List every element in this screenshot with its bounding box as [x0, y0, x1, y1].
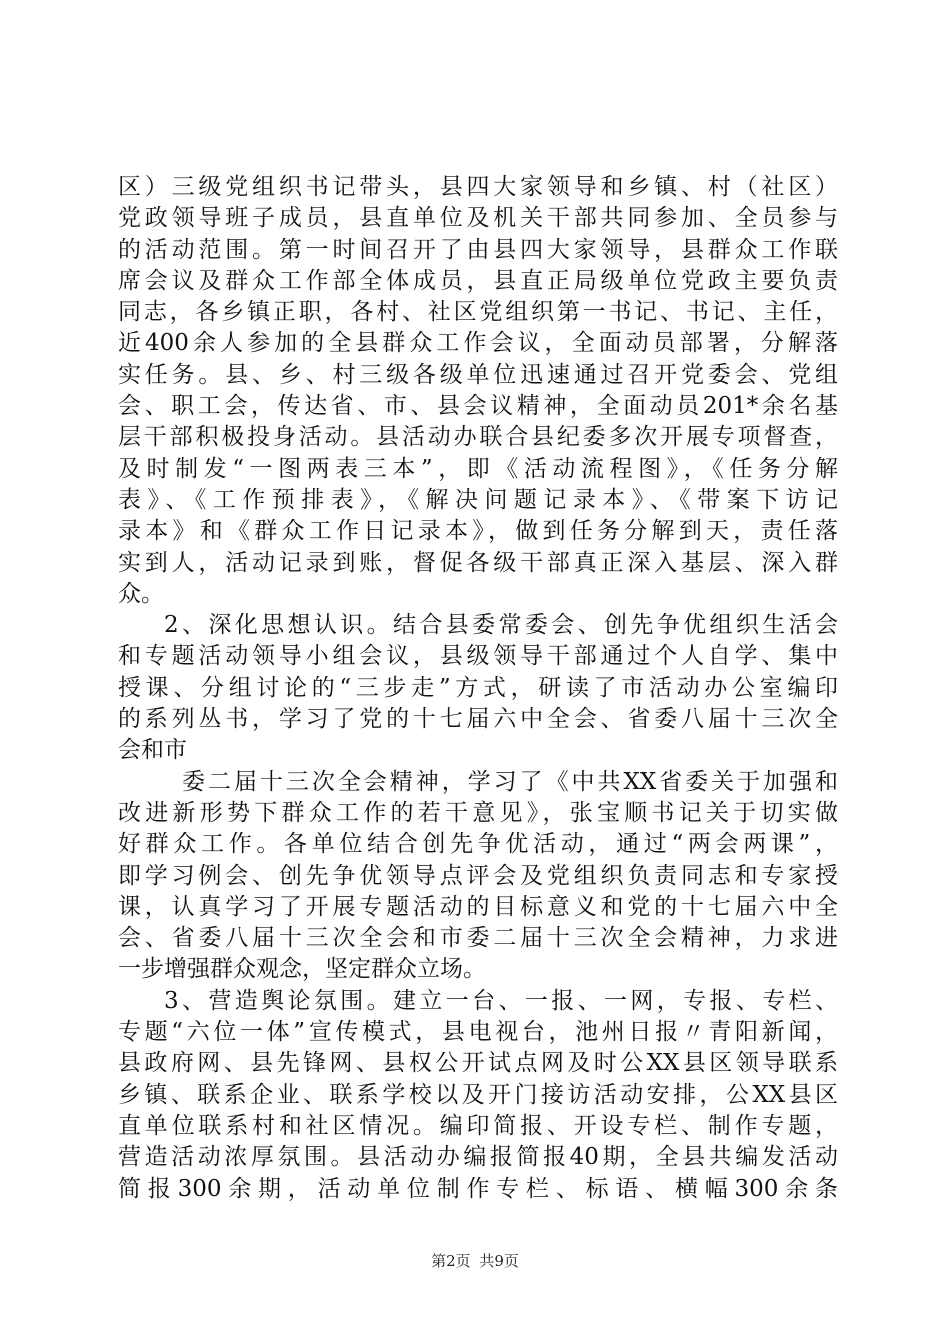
- text-line: 县政府网、县先锋网、县权公开试点网及时公XX县区领导联系: [118, 1050, 838, 1077]
- page-number: 第2页: [431, 1252, 471, 1270]
- text-line: 的活动范围。第一时间召开了由县四大家领导，县群众工作联: [118, 236, 838, 263]
- text-line: 同志，各乡镇正职，各村、社区党组织第一书记、书记、主任，: [118, 299, 838, 326]
- paragraph-continued-first-line: 委二届十三次全会精神，学习了《中共XX省委关于加强和: [182, 768, 838, 795]
- text-line: 专题“六位一体”宣传模式，县电视台，池州日报〃青阳新闻，: [118, 1019, 838, 1046]
- text-line: 会、省委八届十三次全会和市委二届十三次全会精神，力求进: [118, 925, 838, 952]
- text-line: 众。: [118, 580, 164, 607]
- text-line: 区）三级党组织书记带头，县四大家领导和乡镇、村（社区）: [118, 174, 838, 200]
- text-line: 录本》和《群众工作日记录本》，做到任务分解到天，责任落: [118, 518, 838, 545]
- text-line: 的系列丛书，学习了党的十七届六中全会、省委八届十三次全: [118, 706, 838, 733]
- text-line: 课，认真学习了开展专题活动的目标意义和党的十七届六中全: [118, 893, 838, 920]
- text-line: 简报300余期，活动单位制作专栏、标语、横幅300余条: [118, 1175, 838, 1202]
- text-line: 实到人，活动记录到账，督促各级干部真正深入基层、深入群: [118, 549, 838, 576]
- text-line: 表》、《工作预排表》，《解决问题记录本》、《带案下访记: [118, 486, 838, 513]
- text-line: 席会议及群众工作部全体成员，县直正局级单位党政主要负责: [118, 267, 838, 294]
- page-footer: [0, 1250, 950, 1271]
- text-line: 党政领导班子成员，县直单位及机关干部共同参加、全员参与: [118, 205, 838, 232]
- text-line: 层干部积极投身活动。县活动办联合县纪委多次开展专项督查，: [118, 424, 838, 451]
- text-line: 授课、分组讨论的“三步走”方式，研读了市活动办公室编印: [118, 674, 838, 701]
- text-line: 好群众工作。各单位结合创先争优活动，通过“两会两课”，: [118, 831, 838, 858]
- paragraph-2-first-line: 2、深化思想认识。结合县委常委会、创先争优组织生活会: [164, 612, 838, 639]
- text-line: 会、职工会，传达省、市、县会议精神，全面动员201*余名基: [118, 393, 838, 420]
- text-line: 即学习例会、创先争优领导点评会及党组织负责同志和专家授: [118, 862, 838, 889]
- text-line: 会和市: [118, 737, 187, 764]
- text-line: 营造活动浓厚氛围。县活动办编报简报40期，全县共编发活动: [118, 1144, 838, 1171]
- text-line: 近400余人参加的全县群众工作会议，全面动员部署，分解落: [118, 330, 838, 357]
- text-line: 直单位联系村和社区情况。编印简报、开设专栏、制作专题，: [118, 1112, 838, 1139]
- text-line: 和专题活动领导小组会议，县级领导干部通过个人自学、集中: [118, 643, 838, 670]
- paragraph-3-first-line: 3、营造舆论氛围。建立一台、一报、一网，专报、专栏、: [164, 987, 838, 1014]
- text-line: 一步增强群众观念，坚定群众立场。: [118, 956, 486, 983]
- text-line: 及时制发“一图两表三本”，即《活动流程图》，《任务分解: [118, 455, 838, 482]
- document-body: [118, 172, 838, 1205]
- text-line: 实任务。县、乡、村三级各级单位迅速通过召开党委会、党组: [118, 361, 838, 388]
- page-total: 共9页: [479, 1252, 519, 1270]
- text-line: 改进新形势下群众工作的若干意见》，张宝顺书记关于切实做: [118, 799, 838, 826]
- text-line: 乡镇、联系企业、联系学校以及开门接访活动安排，公XX县区: [118, 1081, 838, 1108]
